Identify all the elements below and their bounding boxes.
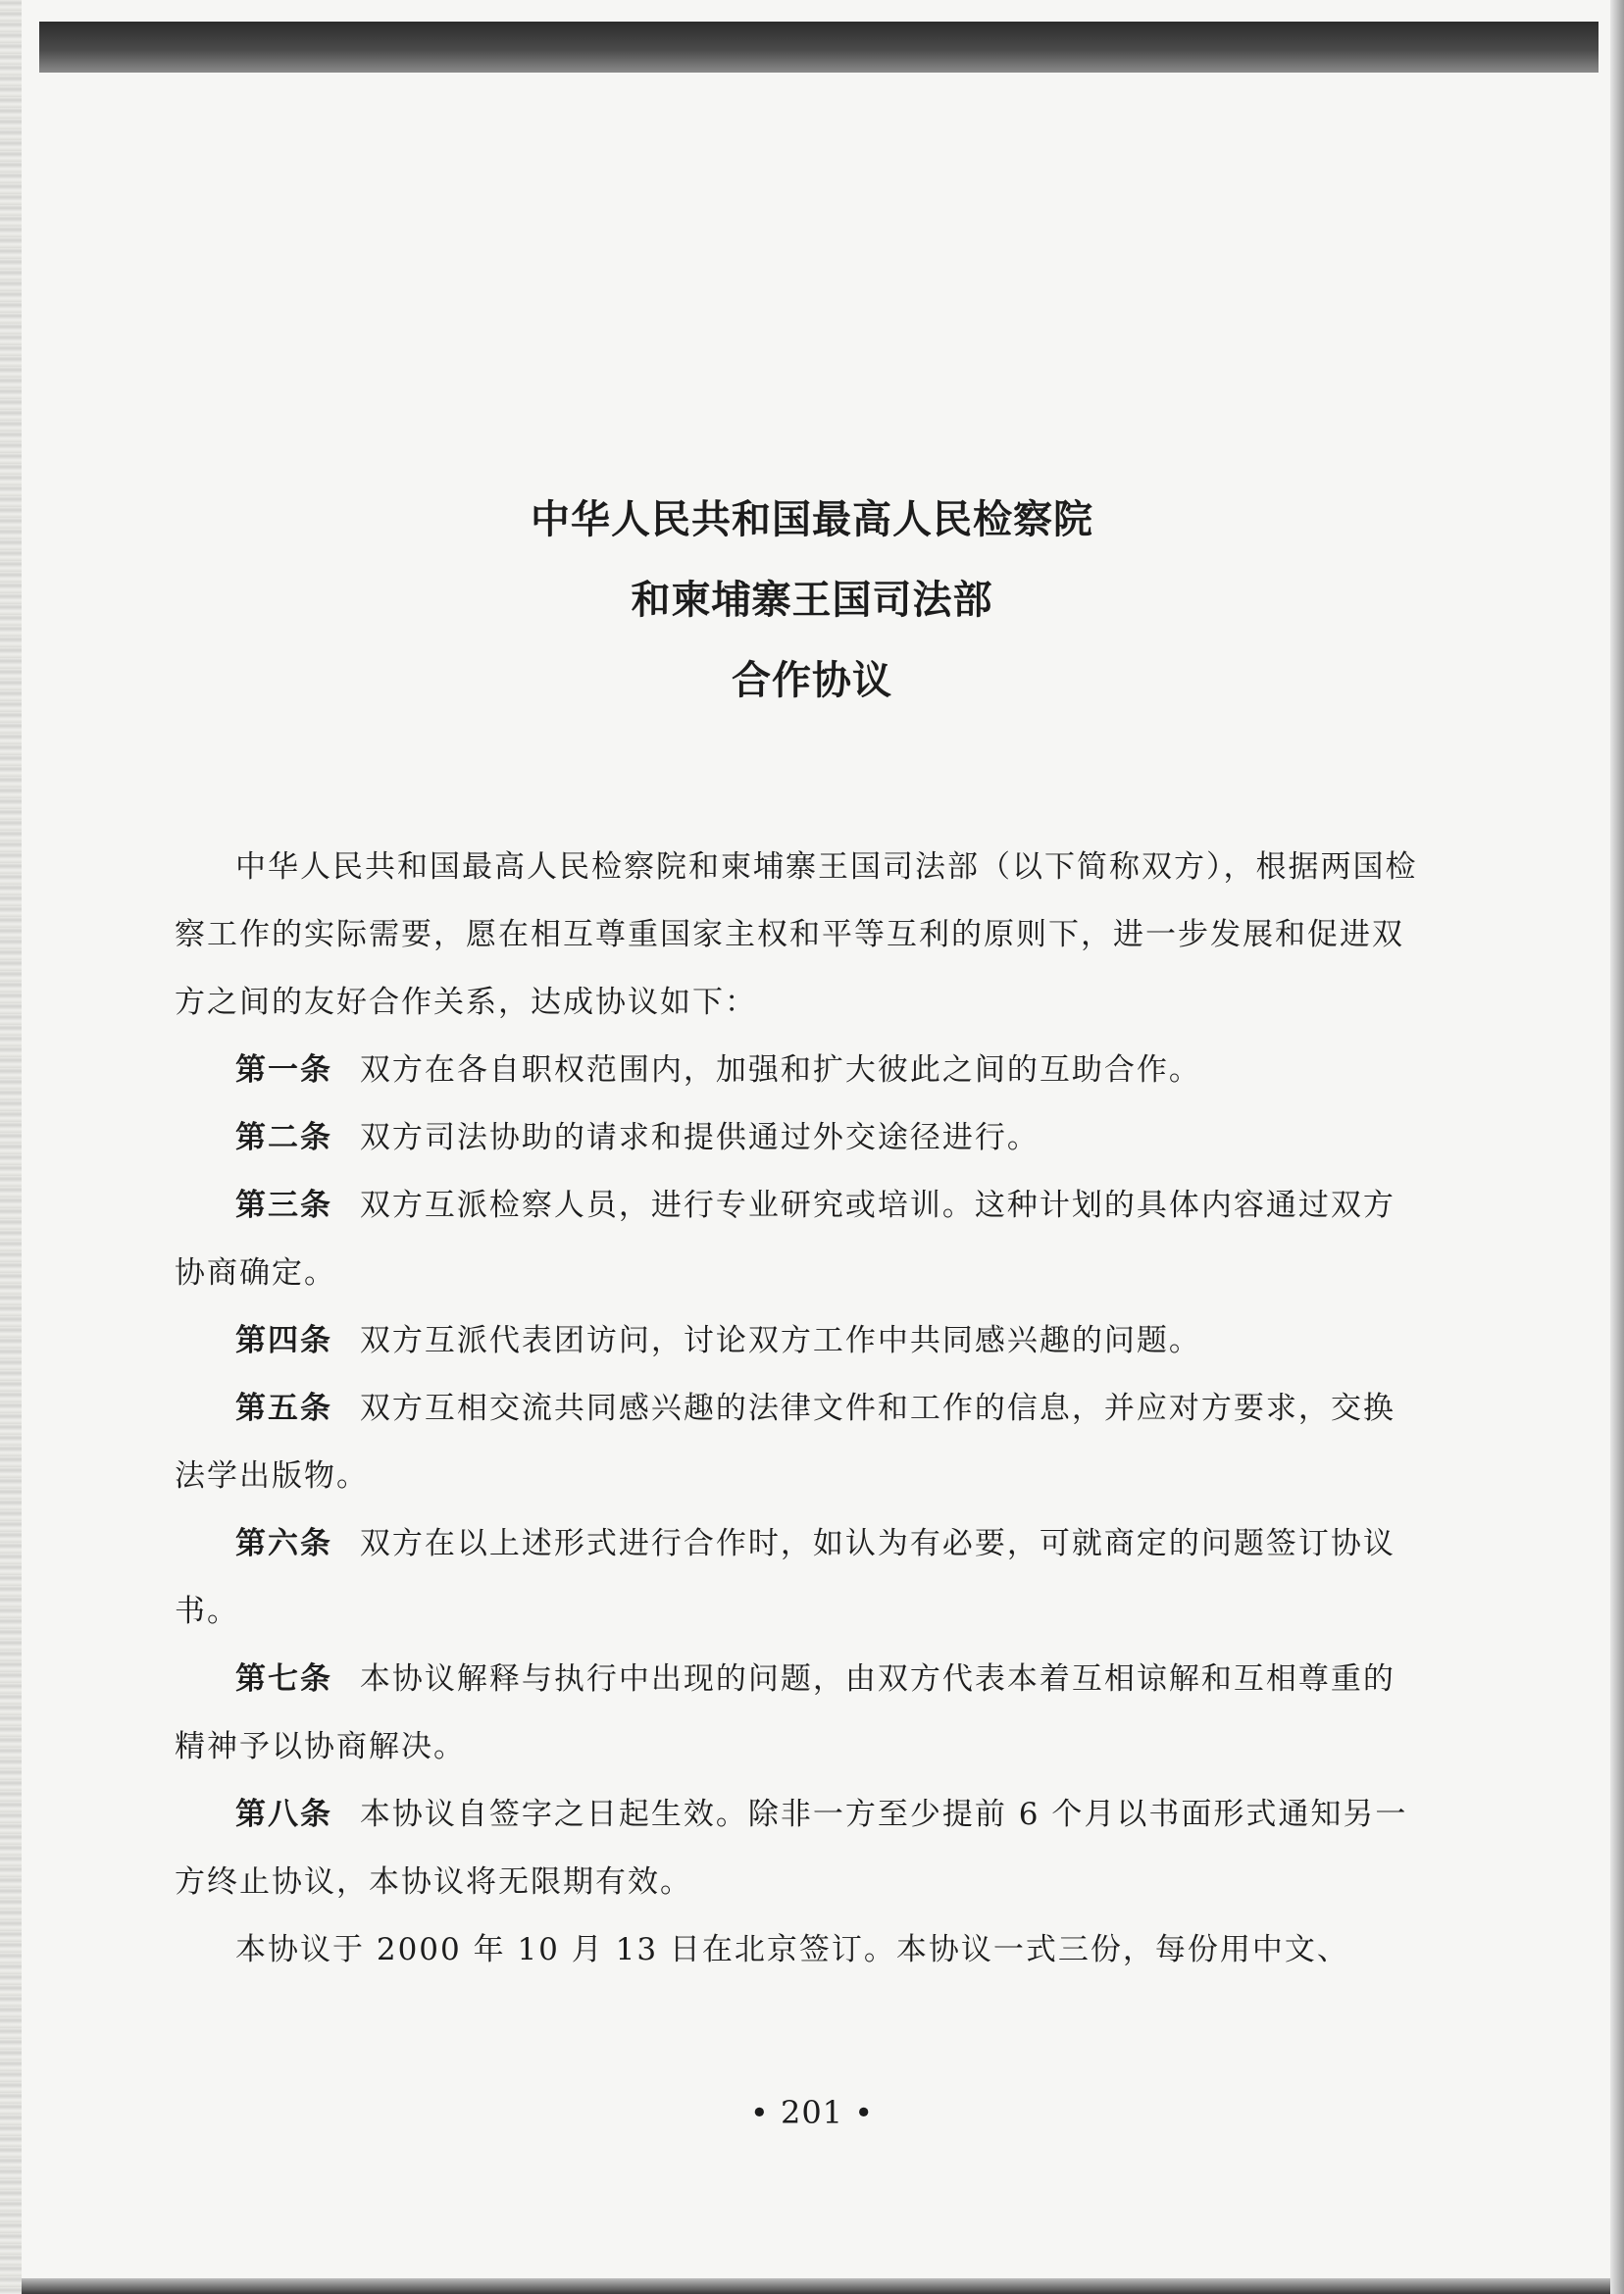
title-line-1: 中华人民共和国最高人民检察院 <box>531 497 1093 542</box>
article-label: 第一条 <box>235 1052 332 1088</box>
article-text: 双方互派检察人员，进行专业研究或培训。这种计划的具体内容通过双方协商确定。 <box>175 1188 1396 1291</box>
article-text: 双方司法协助的请求和提供通过外交途径进行。 <box>359 1120 1040 1155</box>
article-8 <box>175 1781 1420 1916</box>
page-number: • 201 • <box>749 2094 875 2131</box>
article-label: 第四条 <box>235 1323 332 1358</box>
article-text: 双方互派代表团访问，讨论双方工作中共同感兴趣的问题。 <box>359 1323 1201 1358</box>
title-line-2: 和柬埔寨王国司法部 <box>631 578 993 623</box>
document-title <box>0 497 1624 741</box>
article-text: 双方在以上述形式进行合作时，如认为有必要，可就商定的问题签订协议书。 <box>175 1526 1396 1629</box>
scan-right-edge <box>1610 0 1624 2294</box>
article-text: 本协议解释与执行中出现的问题，由双方代表本着互相谅解和互相尊重的精神予以协商解决。 <box>175 1661 1396 1764</box>
article-5 <box>175 1375 1420 1510</box>
article-label: 第五条 <box>235 1391 332 1426</box>
scan-left-edge <box>0 0 22 2294</box>
article-6 <box>175 1510 1420 1646</box>
article-3 <box>175 1172 1420 1307</box>
scan-top-band <box>39 22 1599 73</box>
article-label: 第二条 <box>235 1120 332 1155</box>
article-label: 第三条 <box>235 1188 332 1223</box>
article-text: 本协议自签字之日起生效。除非一方至少提前 6 个月以书面形式通知另一方终止协议，本协议将无限期有效。 <box>175 1797 1408 1900</box>
title-line-3: 合作协议 <box>732 658 892 703</box>
closing-paragraph: 本协议于 2000 年 10 月 13 日在北京签订。本协议一式三份，每份用中文、 <box>235 1932 1349 1967</box>
article-text: 双方互相交流共同感兴趣的法律文件和工作的信息，并应对方要求，交换法学出版物。 <box>175 1391 1396 1494</box>
preamble-paragraph: 中华人民共和国最高人民检察院和柬埔寨王国司法部（以下简称双方），根据两国检察工作的实际需要，愿在相互尊重国家主权和平等互利的原则下，进一步发展和促进双方之间的友好合作关系，达成协议如下： <box>175 849 1418 1020</box>
scan-bottom-band <box>22 2278 1610 2294</box>
article-text: 双方在各自职权范围内，加强和扩大彼此之间的互助合作。 <box>359 1052 1201 1088</box>
article-4 <box>175 1307 1420 1375</box>
article-label: 第六条 <box>235 1526 332 1561</box>
article-label: 第八条 <box>235 1797 332 1832</box>
article-label: 第七条 <box>235 1661 332 1697</box>
article-7 <box>175 1646 1420 1781</box>
article-2 <box>175 1104 1420 1172</box>
article-1 <box>175 1037 1420 1104</box>
document-body <box>175 834 1420 1984</box>
